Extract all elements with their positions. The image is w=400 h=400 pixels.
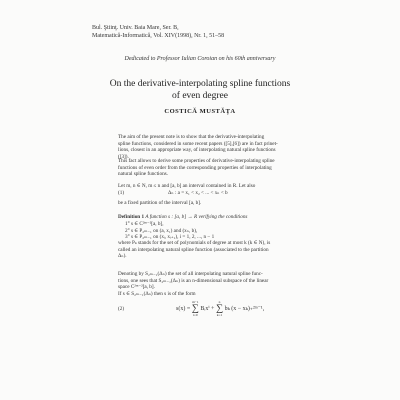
denoting-paragraph [118, 271, 268, 297]
sum-upper-limit: n [218, 300, 221, 304]
definition-conditions [125, 221, 214, 241]
sum-lower-limit: i=0 [192, 313, 198, 317]
sigma-symbol: ∑ [191, 303, 199, 314]
let-paragraph: Let m, n ∈ N, m ≤ n and [a, b] an interval contained in R. Let also [118, 183, 256, 189]
intro-line: lions, closest in an appropriate way, of interpolating natural spline functions [118, 147, 276, 154]
definition-rest-line: Δₙ). [118, 253, 127, 260]
intro-line: ([3]). [118, 153, 129, 160]
denoting-line: If s ∈ S₂ₘ₋₁(Δₙ) then s is of the form [118, 290, 196, 297]
equation-term: Bᵢxⁱ + [200, 305, 215, 312]
paper-title [0, 78, 400, 102]
equation-number: (1) [118, 190, 125, 196]
equation-number: (2) [118, 306, 125, 312]
equation-content: Δₙ : a = x₁ < x₂ < ... < xₙ < b [168, 190, 228, 196]
definition-intro: A function s : [a, b] → R verifying the conditions [145, 214, 248, 220]
sum-upper-limit: m−1 [192, 300, 199, 304]
sum-lower-limit: k=1 [216, 313, 223, 317]
dedication: Dedicated to Professor Iulian Coroian on his 60th anniversary [124, 56, 276, 62]
definition-heading [118, 214, 247, 221]
journal-header-line2: Matematică-Informatică, Vol. XIV(1998), Nr. 1, 51–58 [92, 32, 225, 39]
author: COSTICĂ MUSTĂŢA [164, 108, 236, 115]
condition-item: 1° s ∈ C²ᵐ⁻²[a, b], [125, 221, 164, 227]
condition-item: 2° s ∈ P₂ₘ₋₁ on (a, x₁) and (xₙ, b), [125, 227, 198, 234]
sum-operator [192, 300, 199, 317]
equation-lhs: s(x) = [176, 305, 191, 312]
intro-line: The aim of the present note is to show that the derivative-interpolating [118, 134, 265, 140]
intro-paragraph [118, 134, 278, 160]
sum-operator [216, 300, 223, 317]
equation-content [176, 300, 264, 317]
denoting-line: space C²ᵐ⁻²[a, b]. [118, 284, 155, 291]
paper-title-line1: On the derivative-interpolating spline functions [109, 79, 291, 89]
second-line: natural spline functions. [118, 171, 168, 178]
second-line: functions of even order from the corresponding properties of interpolating [118, 164, 272, 171]
equation-term: bₖ (x − xₖ)₊²ᵐ⁻¹, [224, 305, 265, 312]
journal-header [92, 25, 224, 40]
intro-line: spline functions, considered in some recent papers ([5],[6]) are in fact prinet- [118, 140, 278, 147]
paper-title-line2: of even degree [172, 91, 228, 101]
definition-rest [118, 240, 270, 260]
definition-label: Definition 1 [118, 214, 145, 220]
definition-rest-line: where Pₖ stands for the set of polynomials of degree at most k (k ∈ N), is [118, 240, 271, 246]
definition-rest-line: called an interpolating natural spline function (associated to the partition [118, 246, 269, 253]
second-line: This fact allows to derive some properties of derivative-interpolating spline [118, 158, 275, 164]
denoting-line: tions, one sees that S₂ₘ₋₁(Δₙ) is an n-dimensional subspace of the linear [118, 277, 269, 284]
second-paragraph [118, 158, 275, 178]
journal-header-line1: Bul. Ştiinţ. Univ. Baia Mare, Ser. B, [92, 25, 179, 31]
partition-sentence: be a fixed partition of the interval [a, b]. [118, 200, 202, 206]
sigma-symbol: ∑ [215, 303, 224, 314]
condition-item: 3° s ∈ P₂ₘ₋₁ on (xᵢ, xᵢ₊₁), i = 1, 2, ..., n − 1 [125, 234, 215, 241]
denoting-line: Denoting by S₂ₘ₋₁(Δₙ) the set of all interpolating natural spline func- [118, 271, 263, 277]
